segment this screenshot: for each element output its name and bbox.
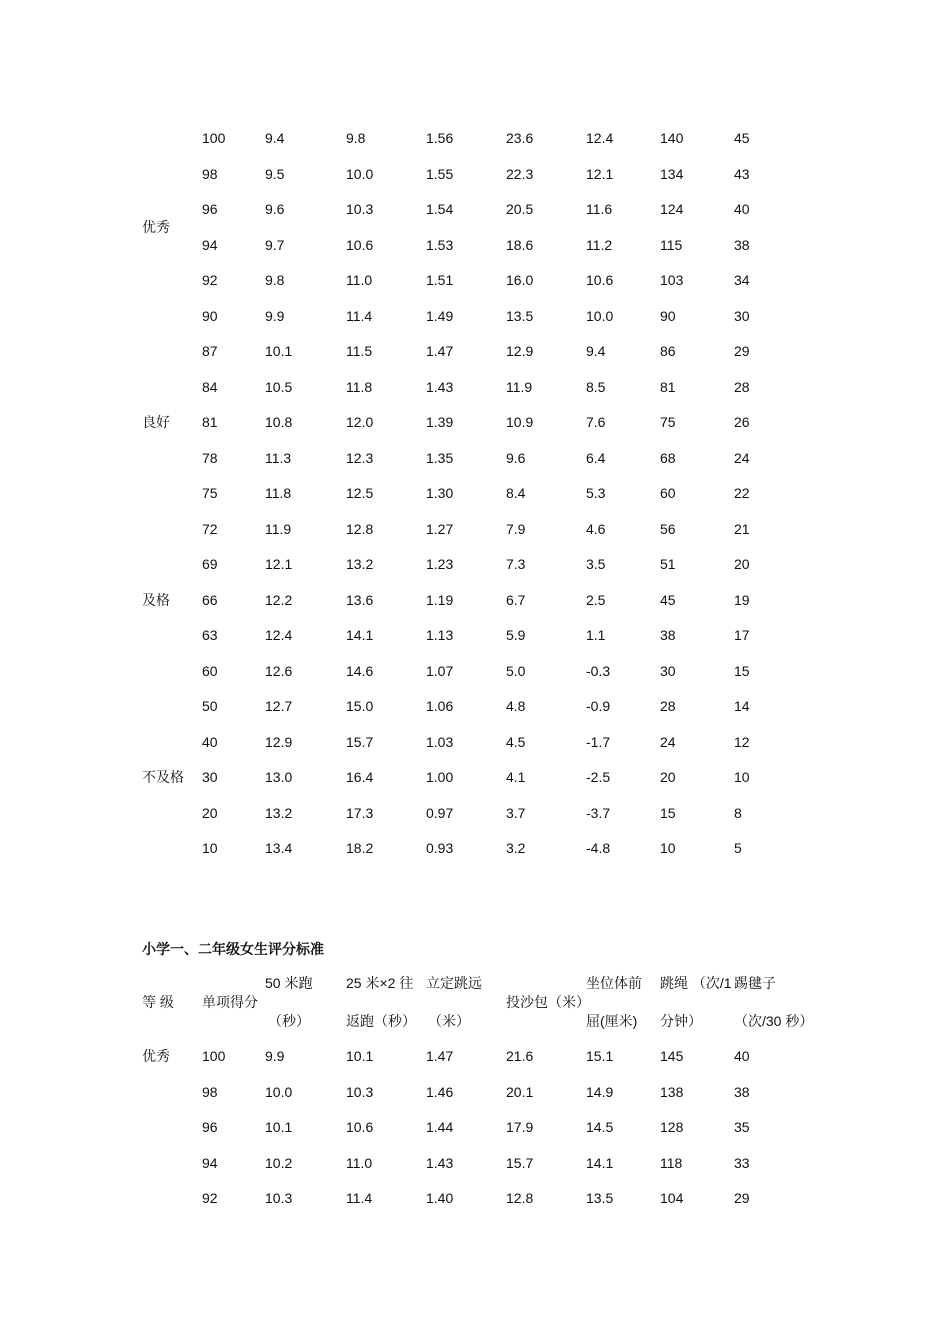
cell-run50: 12.7: [265, 698, 293, 714]
cell-shuttlecock: 21: [734, 520, 750, 537]
cell-sandbag-throw: 4.5: [506, 733, 526, 750]
cell-shuttle-run: 12.0: [346, 414, 374, 430]
cell-run50: 13.4: [265, 840, 293, 856]
cell-standing-jump: 0.97: [426, 804, 454, 821]
header-run50-unit: （秒）: [268, 1013, 310, 1029]
cell-score: 81: [202, 414, 218, 430]
cell-rope-skip: 138: [660, 1083, 684, 1100]
cell-score: 92: [202, 272, 218, 288]
cell-shuttle-run: 11.0: [346, 272, 373, 288]
cell-score: 98: [202, 1083, 218, 1100]
cell-sit-and-reach: 15.1: [586, 1048, 614, 1064]
cell-shuttle-run: 16.4: [346, 769, 374, 785]
cell-run50: 12.1: [265, 556, 293, 572]
header-standing-jump-unit: （米）: [428, 1013, 470, 1029]
header-score: 单项得分: [202, 994, 258, 1010]
cell-shuttle-run: 11.5: [346, 343, 373, 359]
cell-sit-and-reach: -0.9: [586, 698, 611, 714]
cell-shuttle-run: 11.8: [346, 378, 373, 395]
cell-standing-jump: 1.46: [426, 1083, 454, 1100]
header-grade: 等 级: [142, 994, 174, 1010]
cell-sandbag-throw: 13.5: [506, 307, 534, 324]
cell-shuttle-run: 15.7: [346, 733, 374, 750]
cell-sit-and-reach: 2.5: [586, 591, 606, 608]
cell-sandbag-throw: 4.8: [506, 698, 526, 714]
cell-standing-jump: 1.27: [426, 520, 454, 537]
header-rope-skip-unit: 分钟）: [660, 1013, 702, 1029]
cell-run50: 10.3: [265, 1190, 293, 1206]
cell-rope-skip: 134: [660, 165, 684, 182]
grade-label: 及格: [142, 591, 170, 608]
cell-standing-jump: 1.54: [426, 201, 454, 217]
cell-score: 100: [202, 130, 226, 146]
cell-shuttlecock: 26: [734, 414, 750, 430]
cell-shuttlecock: 38: [734, 1083, 750, 1100]
cell-shuttle-run: 17.3: [346, 804, 374, 821]
cell-rope-skip: 118: [660, 1154, 683, 1171]
cell-rope-skip: 103: [660, 272, 684, 288]
cell-rope-skip: 145: [660, 1048, 684, 1064]
cell-run50: 12.6: [265, 662, 293, 679]
cell-sandbag-throw: 5.0: [506, 662, 526, 679]
cell-sandbag-throw: 22.3: [506, 165, 534, 182]
cell-shuttle-run: 11.4: [346, 307, 373, 324]
cell-score: 60: [202, 662, 218, 679]
cell-sandbag-throw: 10.9: [506, 414, 534, 430]
cell-score: 10: [202, 840, 218, 856]
cell-shuttle-run: 12.5: [346, 485, 374, 501]
cell-sit-and-reach: 11.2: [586, 236, 613, 253]
cell-shuttlecock: 12: [734, 733, 750, 750]
cell-sandbag-throw: 18.6: [506, 236, 534, 253]
cell-sit-and-reach: 12.1: [586, 165, 614, 182]
cell-shuttlecock: 19: [734, 591, 750, 608]
cell-rope-skip: 38: [660, 627, 676, 643]
cell-shuttlecock: 17: [734, 627, 750, 643]
cell-rope-skip: 86: [660, 343, 676, 359]
cell-shuttle-run: 12.3: [346, 449, 374, 466]
grade-label-excellent: 优秀: [142, 1048, 170, 1064]
cell-rope-skip: 28: [660, 698, 676, 714]
cell-shuttle-run: 13.2: [346, 556, 374, 572]
cell-run50: 10.1: [265, 343, 293, 359]
header-sit-and-reach-unit: 屈(厘米): [586, 1013, 638, 1029]
cell-sandbag-throw: 6.7: [506, 591, 526, 608]
cell-run50: 9.8: [265, 272, 285, 288]
cell-score: 30: [202, 769, 218, 785]
cell-rope-skip: 75: [660, 414, 676, 430]
cell-shuttlecock: 34: [734, 272, 750, 288]
cell-sit-and-reach: -4.8: [586, 840, 611, 856]
cell-sit-and-reach: 13.5: [586, 1190, 614, 1206]
cell-score: 72: [202, 520, 218, 537]
cell-shuttlecock: 43: [734, 165, 750, 182]
cell-run50: 9.4: [265, 130, 285, 146]
cell-rope-skip: 20: [660, 769, 676, 785]
grade-label: 不及格: [142, 769, 184, 785]
cell-run50: 10.0: [265, 1083, 293, 1100]
cell-shuttle-run: 11.4: [346, 1190, 373, 1206]
header-sandbag-throw: 投沙包（米）: [506, 994, 590, 1010]
cell-run50: 10.8: [265, 414, 293, 430]
table-title: 小学一、二年级女生评分标准: [142, 941, 324, 957]
cell-sit-and-reach: 11.6: [586, 201, 613, 217]
cell-shuttle-run: 12.8: [346, 520, 374, 537]
cell-rope-skip: 124: [660, 201, 684, 217]
cell-standing-jump: 1.07: [426, 662, 454, 679]
cell-shuttle-run: 10.3: [346, 1083, 374, 1100]
header-shuttlecock: 踢毽子: [734, 975, 776, 991]
cell-shuttle-run: 10.6: [346, 236, 374, 253]
cell-sandbag-throw: 15.7: [506, 1154, 534, 1171]
cell-score: 94: [202, 1154, 218, 1171]
cell-rope-skip: 56: [660, 520, 676, 537]
cell-score: 78: [202, 449, 218, 466]
cell-sit-and-reach: 14.9: [586, 1083, 614, 1100]
cell-shuttlecock: 28: [734, 378, 750, 395]
cell-shuttlecock: 20: [734, 556, 750, 572]
cell-sit-and-reach: 7.6: [586, 414, 606, 430]
cell-standing-jump: 1.51: [426, 272, 454, 288]
cell-shuttle-run: 15.0: [346, 698, 374, 714]
cell-standing-jump: 1.49: [426, 307, 454, 324]
cell-sandbag-throw: 20.5: [506, 201, 534, 217]
cell-sit-and-reach: 14.5: [586, 1119, 614, 1135]
cell-rope-skip: 45: [660, 591, 676, 608]
cell-standing-jump: 1.30: [426, 485, 454, 501]
cell-shuttlecock: 40: [734, 201, 750, 217]
header-shuttlecock-unit: （次/30 秒）: [734, 1013, 814, 1029]
cell-sandbag-throw: 5.9: [506, 627, 526, 643]
cell-shuttle-run: 9.8: [346, 130, 366, 146]
cell-run50: 10.1: [265, 1119, 293, 1135]
cell-shuttlecock: 38: [734, 236, 750, 253]
cell-rope-skip: 90: [660, 307, 676, 324]
cell-sandbag-throw: 12.9: [506, 343, 534, 359]
cell-sit-and-reach: -2.5: [586, 769, 611, 785]
cell-sit-and-reach: -1.7: [586, 733, 611, 750]
cell-standing-jump: 1.13: [426, 627, 454, 643]
header-shuttle-run: 25 米×2 往: [346, 975, 414, 991]
cell-score: 96: [202, 1119, 218, 1135]
cell-shuttle-run: 13.6: [346, 591, 374, 608]
cell-score: 75: [202, 485, 218, 501]
cell-sit-and-reach: 9.4: [586, 343, 606, 359]
cell-rope-skip: 104: [660, 1190, 684, 1206]
cell-score: 69: [202, 556, 218, 572]
cell-sandbag-throw: 12.8: [506, 1190, 534, 1206]
cell-score: 96: [202, 201, 218, 217]
cell-rope-skip: 10: [660, 840, 676, 856]
cell-shuttlecock: 5: [734, 840, 742, 856]
cell-run50: 9.7: [265, 236, 285, 253]
cell-sandbag-throw: 21.6: [506, 1048, 534, 1064]
cell-shuttlecock: 40: [734, 1048, 750, 1064]
cell-run50: 9.9: [265, 307, 285, 324]
cell-shuttlecock: 22: [734, 485, 750, 501]
cell-sit-and-reach: 14.1: [586, 1154, 614, 1171]
cell-score: 50: [202, 698, 218, 714]
cell-shuttle-run: 11.0: [346, 1154, 373, 1171]
cell-run50: 13.0: [265, 769, 293, 785]
cell-shuttlecock: 15: [734, 662, 750, 679]
cell-standing-jump: 1.47: [426, 343, 454, 359]
cell-sandbag-throw: 11.9: [506, 378, 533, 395]
cell-standing-jump: 1.00: [426, 769, 454, 785]
cell-score: 94: [202, 236, 218, 253]
cell-sit-and-reach: 3.5: [586, 556, 606, 572]
cell-sandbag-throw: 20.1: [506, 1083, 534, 1100]
cell-sandbag-throw: 23.6: [506, 130, 534, 146]
cell-rope-skip: 51: [660, 556, 676, 572]
cell-shuttlecock: 29: [734, 1190, 750, 1206]
cell-run50: 12.4: [265, 627, 293, 643]
cell-shuttlecock: 33: [734, 1154, 750, 1171]
cell-shuttlecock: 29: [734, 343, 750, 359]
cell-run50: 9.5: [265, 165, 285, 182]
cell-score: 98: [202, 165, 218, 182]
cell-score: 90: [202, 307, 218, 324]
cell-score: 92: [202, 1190, 218, 1206]
cell-shuttlecock: 30: [734, 307, 750, 324]
cell-rope-skip: 140: [660, 130, 684, 146]
cell-standing-jump: 1.55: [426, 165, 454, 182]
cell-shuttlecock: 45: [734, 130, 750, 146]
cell-rope-skip: 30: [660, 662, 676, 679]
cell-standing-jump: 1.47: [426, 1048, 454, 1064]
cell-sandbag-throw: 7.9: [506, 520, 526, 537]
cell-standing-jump: 1.56: [426, 130, 454, 146]
cell-score: 63: [202, 627, 218, 643]
cell-run50: 12.2: [265, 591, 293, 608]
cell-rope-skip: 15: [660, 804, 676, 821]
cell-standing-jump: 1.43: [426, 1154, 454, 1171]
cell-shuttlecock: 10: [734, 769, 750, 785]
cell-shuttle-run: 14.6: [346, 662, 374, 679]
cell-shuttle-run: 18.2: [346, 840, 374, 856]
cell-shuttle-run: 10.1: [346, 1048, 374, 1064]
header-shuttle-run-unit: 返跑（秒）: [346, 1013, 416, 1029]
cell-sandbag-throw: 4.1: [506, 769, 526, 785]
cell-sit-and-reach: 8.5: [586, 378, 606, 395]
cell-shuttlecock: 8: [734, 804, 742, 821]
cell-standing-jump: 1.40: [426, 1190, 454, 1206]
cell-run50: 11.8: [265, 485, 292, 501]
cell-score: 87: [202, 343, 218, 359]
cell-sandbag-throw: 3.2: [506, 840, 526, 856]
cell-rope-skip: 128: [660, 1119, 684, 1135]
cell-run50: 9.6: [265, 201, 285, 217]
cell-sandbag-throw: 9.6: [506, 449, 526, 466]
grade-label: 优秀: [142, 218, 170, 235]
cell-rope-skip: 81: [660, 378, 676, 395]
header-rope-skip: 跳绳 （次/1: [660, 975, 732, 991]
cell-run50: 12.9: [265, 733, 293, 750]
cell-rope-skip: 24: [660, 733, 676, 750]
cell-standing-jump: 1.43: [426, 378, 454, 395]
cell-sandbag-throw: 3.7: [506, 804, 526, 821]
cell-standing-jump: 1.53: [426, 236, 454, 253]
cell-shuttlecock: 14: [734, 698, 750, 714]
cell-sit-and-reach: 6.4: [586, 449, 606, 466]
cell-standing-jump: 1.03: [426, 733, 454, 750]
cell-run50: 10.2: [265, 1154, 293, 1171]
cell-run50: 9.9: [265, 1048, 285, 1064]
cell-sandbag-throw: 16.0: [506, 272, 534, 288]
cell-shuttlecock: 24: [734, 449, 750, 466]
cell-standing-jump: 0.93: [426, 840, 454, 856]
cell-run50: 10.5: [265, 378, 293, 395]
cell-standing-jump: 1.23: [426, 556, 454, 572]
cell-sit-and-reach: 10.0: [586, 307, 614, 324]
cell-score: 20: [202, 804, 218, 821]
cell-shuttlecock: 35: [734, 1119, 750, 1135]
cell-run50: 11.3: [265, 449, 292, 466]
cell-run50: 13.2: [265, 804, 293, 821]
header-standing-jump: 立定跳远: [426, 975, 482, 991]
cell-sit-and-reach: -0.3: [586, 662, 611, 679]
cell-sit-and-reach: 10.6: [586, 272, 614, 288]
cell-rope-skip: 68: [660, 449, 676, 466]
cell-score: 84: [202, 378, 218, 395]
cell-sit-and-reach: 4.6: [586, 520, 606, 537]
cell-shuttle-run: 14.1: [346, 627, 374, 643]
cell-rope-skip: 60: [660, 485, 676, 501]
cell-sandbag-throw: 8.4: [506, 485, 526, 501]
cell-score: 40: [202, 733, 218, 750]
cell-standing-jump: 1.44: [426, 1119, 454, 1135]
cell-score: 100: [202, 1048, 226, 1064]
cell-rope-skip: 115: [660, 236, 683, 253]
cell-standing-jump: 1.35: [426, 449, 454, 466]
cell-sit-and-reach: 12.4: [586, 130, 614, 146]
cell-shuttle-run: 10.3: [346, 201, 374, 217]
cell-standing-jump: 1.39: [426, 414, 454, 430]
cell-sit-and-reach: 1.1: [586, 627, 606, 643]
cell-shuttle-run: 10.0: [346, 165, 374, 182]
header-run50: 50 米跑: [265, 975, 313, 991]
header-sit-and-reach: 坐位体前: [586, 975, 642, 991]
cell-standing-jump: 1.19: [426, 591, 454, 608]
cell-standing-jump: 1.06: [426, 698, 454, 714]
grade-label: 良好: [142, 414, 170, 430]
cell-sandbag-throw: 17.9: [506, 1119, 534, 1135]
cell-sit-and-reach: 5.3: [586, 485, 606, 501]
cell-run50: 11.9: [265, 520, 292, 537]
cell-score: 66: [202, 591, 218, 608]
cell-sit-and-reach: -3.7: [586, 804, 611, 821]
cell-sandbag-throw: 7.3: [506, 556, 526, 572]
cell-shuttle-run: 10.6: [346, 1119, 374, 1135]
